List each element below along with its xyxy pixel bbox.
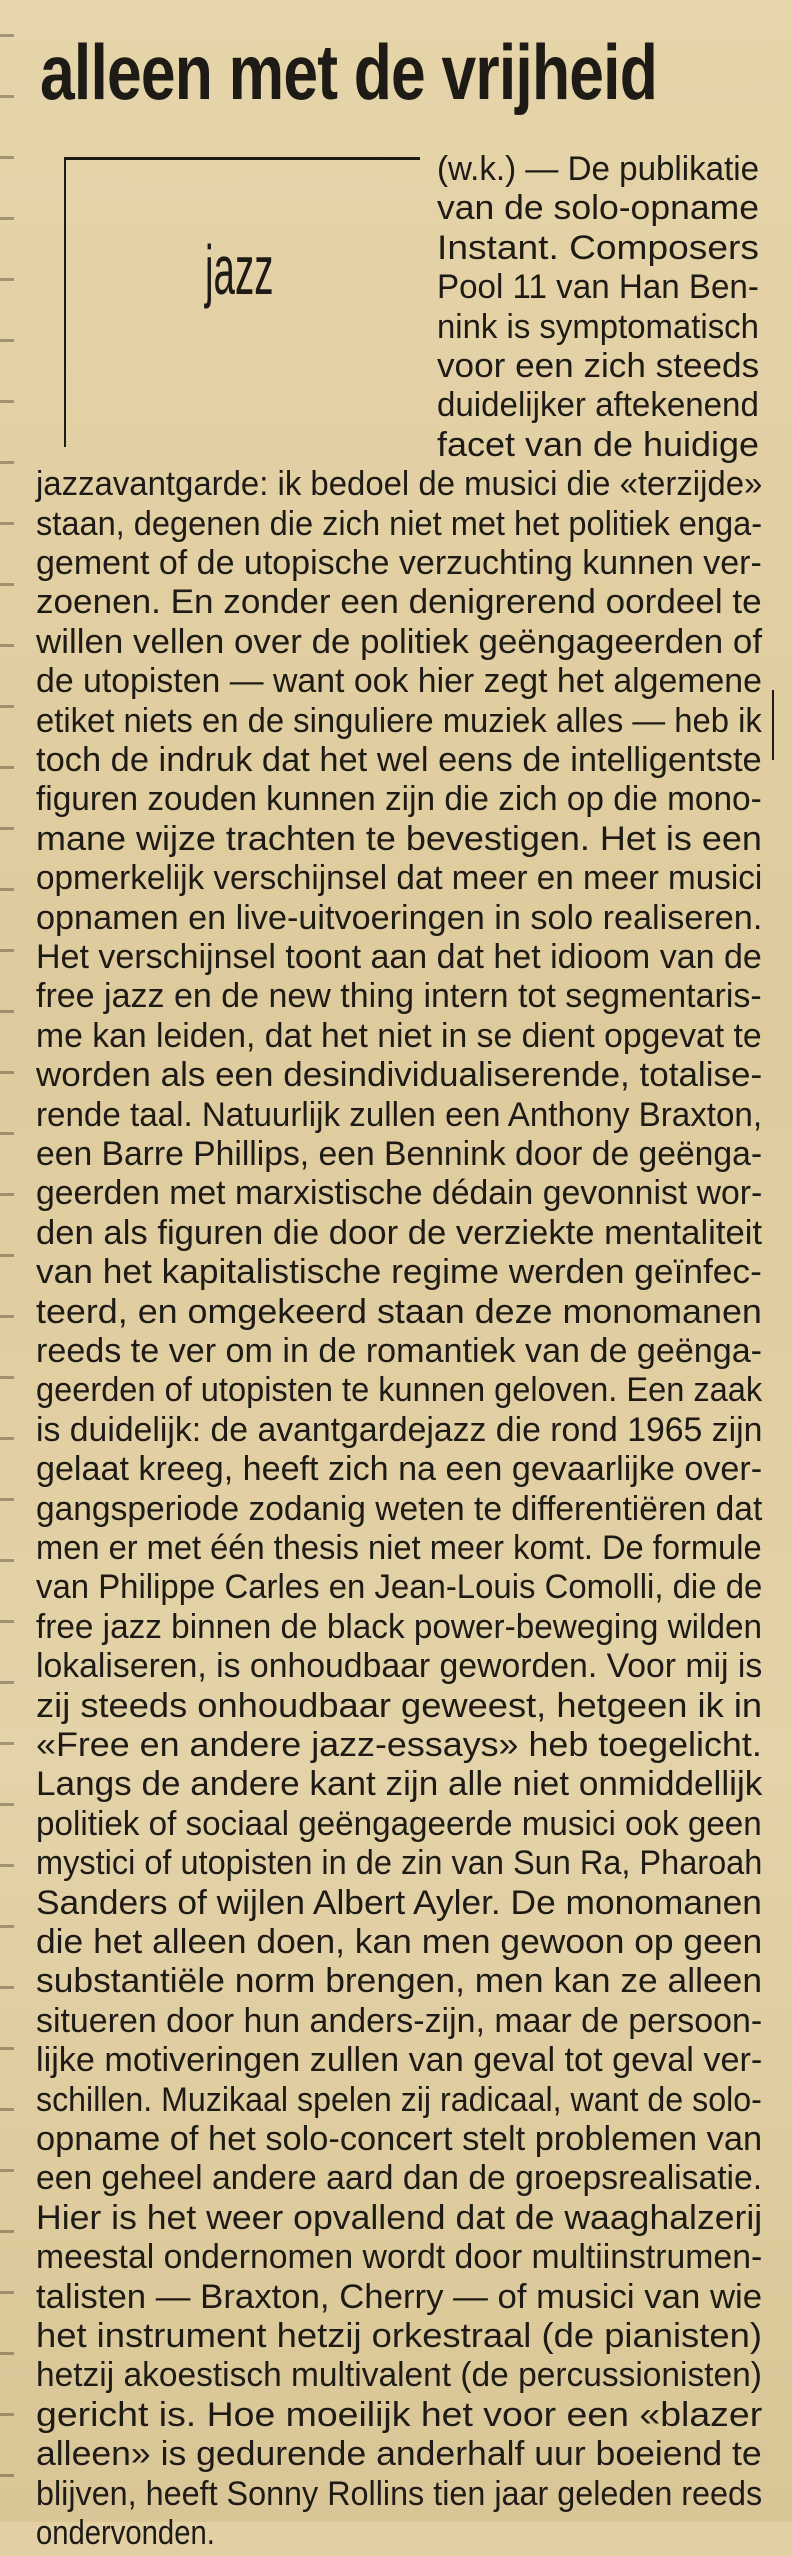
article-line: Langs de andere kant zijn alle niet onmiddellijk <box>36 1765 763 1803</box>
article-line: Instant. Composers <box>437 229 759 267</box>
article-line: politiek of sociaal geëngageerde musici ook geen <box>36 1805 762 1843</box>
article-line: gelaat kreeg, heeft zich na een gevaarlijke over- <box>36 1450 763 1488</box>
article-line: Sanders of wijlen Albert Ayler. De monomanen <box>36 1884 762 1922</box>
article-line: jazzavantgarde: ik bedoel de musici die «terzijde» <box>36 465 763 503</box>
article-line: men er met één thesis niet meer komt. De formule <box>36 1529 762 1567</box>
article-line: substantiële norm brengen, men kan ze alleen <box>36 1962 763 2000</box>
article-line: (w.k.) — De publikatie <box>437 150 760 188</box>
article-line: staan, degenen die zich niet met het politiek enga- <box>36 505 763 543</box>
article-line: geerden met marxistische dédain gevonnist wor- <box>36 1174 763 1212</box>
article-line: teerd, en omgekeerd staan deze monomanen <box>36 1293 762 1331</box>
article-line: gement of de utopische verzuchting kunnen ver- <box>36 544 762 582</box>
article-line: mystici of utopisten in de zin van Sun Ra, Pharoah <box>36 1844 763 1882</box>
article-line: lokaliseren, is onhoudbaar geworden. Voor mij is <box>36 1647 763 1685</box>
article-line: Pool 11 van Han Ben- <box>437 268 759 306</box>
article-line: van de solo-opname <box>437 189 759 227</box>
article-line: opname of het solo-concert stelt problemen van <box>36 2120 763 2158</box>
article-line: gericht is. Hoe moeilijk het voor een «blazer <box>36 2396 763 2434</box>
article-line: die het alleen doen, kan men gewoon op geen <box>36 1923 763 1961</box>
headline: alleen met de vrijheid <box>40 28 658 116</box>
article-line: lijke motiveringen zullen van geval tot geval ver- <box>36 2041 763 2079</box>
article-line: alleen» is gedurende anderhalf uur boeiend te <box>36 2435 762 2473</box>
article-line: rende taal. Natuurlijk zullen een Anthony Braxton, <box>36 1096 763 1134</box>
article-line: Hier is het weer opvallend dat de waaghalzerij <box>36 2199 763 2237</box>
article-line: de utopisten — want ook hier zegt het algemene <box>36 662 762 700</box>
article-line: «Free en andere jazz-essays» heb toegelicht. <box>36 1726 762 1764</box>
article-line: duidelijker aftekenend <box>437 386 759 424</box>
article-line: toch de indruk dat het wel eens de intelligentste <box>36 741 762 779</box>
article-line: zij steeds onhoudbaar geweest, hetgeen ik in <box>36 1687 763 1725</box>
article-line: talisten — Braxton, Cherry — of musici van wie <box>36 2278 763 2316</box>
article-line: een geheel andere aard dan de groepsrealisatie. <box>36 2159 763 2197</box>
article-line: worden als een desindividualiserende, totalise- <box>36 1056 763 1094</box>
left-edge-marks <box>0 0 14 2522</box>
article-line: mane wijze trachten te bevestigen. Het is een <box>36 820 762 858</box>
article-line: van Philippe Carles en Jean-Louis Comolli, die de <box>36 1568 763 1606</box>
section-label: jazz <box>205 231 274 309</box>
article-line: etiket niets en de singuliere muziek alles — heb ik <box>36 702 762 740</box>
article-line: Het verschijnsel toont aan dat het idioom van de <box>36 938 762 976</box>
article-line: me kan leiden, dat het niet in se dient opgevat te <box>36 1017 762 1055</box>
article-line: hetzij akoestisch multivalent (de percussionisten) <box>36 2356 762 2394</box>
article-line: een Barre Phillips, een Bennink door de geënga- <box>36 1135 763 1173</box>
article-line: geerden of utopisten te kunnen geloven. Een zaak <box>36 1371 763 1409</box>
article-line: ondervonden. <box>36 2514 215 2552</box>
article-line: figuren zouden kunnen zijn die zich op die mono- <box>36 780 762 818</box>
article-line: is duidelijk: de avantgardejazz die rond 1965 zijn <box>36 1411 763 1449</box>
article-line: nink is symptomatisch <box>437 308 759 346</box>
article-line: meestal ondernomen wordt door multiinstrumen- <box>36 2238 763 2276</box>
article-line: free jazz binnen de black power-beweging wilden <box>36 1608 763 1646</box>
article-line: van het kapitalistische regime werden geïnfec- <box>36 1253 762 1291</box>
article-line: opmerkelijk verschijnsel dat meer en meer musici <box>36 859 763 897</box>
article-line: voor een zich steeds <box>437 347 760 385</box>
margin-mark <box>772 690 774 760</box>
article-line: facet van de huidige <box>437 426 759 464</box>
article-line: gangsperiode zodanig weten te differentiëren dat <box>36 1490 763 1528</box>
article-line: reeds te ver om in de romantiek van de geënga- <box>36 1332 763 1370</box>
article-line: zoenen. En zonder een denigrerend oordeel te <box>36 583 762 621</box>
article-line: free jazz en de new thing intern tot segmentaris- <box>36 977 762 1015</box>
article-line: blijven, heeft Sonny Rollins tien jaar geleden reeds <box>36 2475 763 2513</box>
article-line: den als figuren die door de verziekte mentaliteit <box>36 1214 763 1252</box>
article-line: schillen. Muzikaal spelen zij radicaal, want de solo- <box>36 2081 762 2119</box>
article-line: opnamen en live-uitvoeringen in solo realiseren. <box>36 899 763 937</box>
article-line: willen vellen over de politiek geëngageerden of <box>36 623 763 661</box>
article-line: het instrument hetzij orkestraal (de pianisten) <box>36 2317 762 2355</box>
article-line: situeren door hun anders-zijn, maar de persoon- <box>36 2002 763 2040</box>
